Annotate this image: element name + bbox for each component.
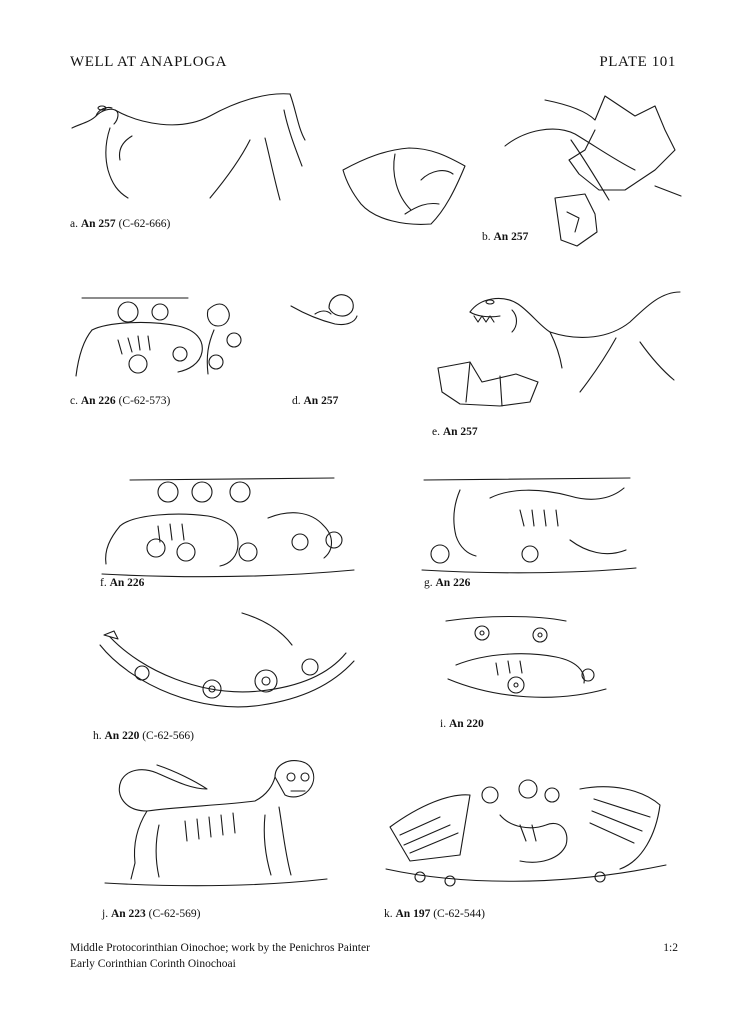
caption-i: i. An 220	[440, 718, 484, 730]
drawing-f	[98, 470, 358, 580]
drawing-g	[420, 470, 640, 575]
scale-label: 1:2	[663, 942, 678, 954]
footer-line-2: Early Corinthian Corinth Oinochoai	[70, 958, 236, 970]
caption-k: k. An 197 (C-62-544)	[384, 908, 485, 920]
drawing-b	[505, 90, 690, 255]
caption-h: h. An 220 (C-62-566)	[93, 730, 194, 742]
drawing-i	[436, 605, 616, 710]
caption-a: a. An 257 (C-62-666)	[70, 218, 171, 230]
caption-b: b. An 257	[482, 231, 529, 243]
drawing-a-sherd	[335, 140, 475, 230]
drawing-d	[285, 280, 365, 350]
drawing-h	[92, 605, 362, 725]
caption-j: j. An 223 (C-62-569)	[102, 908, 201, 920]
drawing-a	[60, 80, 320, 210]
caption-e: e. An 257	[432, 426, 478, 438]
plate-number: PLATE 101	[599, 54, 676, 70]
caption-d: d. An 257	[292, 395, 339, 407]
caption-c: c. An 226 (C-62-573)	[70, 395, 171, 407]
caption-g: g. An 226	[424, 577, 471, 589]
drawing-j	[95, 755, 335, 895]
drawing-e	[430, 282, 685, 412]
drawing-c	[68, 290, 248, 390]
plate-heading: WELL AT ANAPLOGA	[70, 54, 228, 70]
drawing-k	[380, 765, 670, 895]
footer-line-1: Middle Protocorinthian Oinochoe; work by the Penichros Painter	[70, 942, 370, 954]
caption-f: f. An 226	[100, 577, 145, 589]
